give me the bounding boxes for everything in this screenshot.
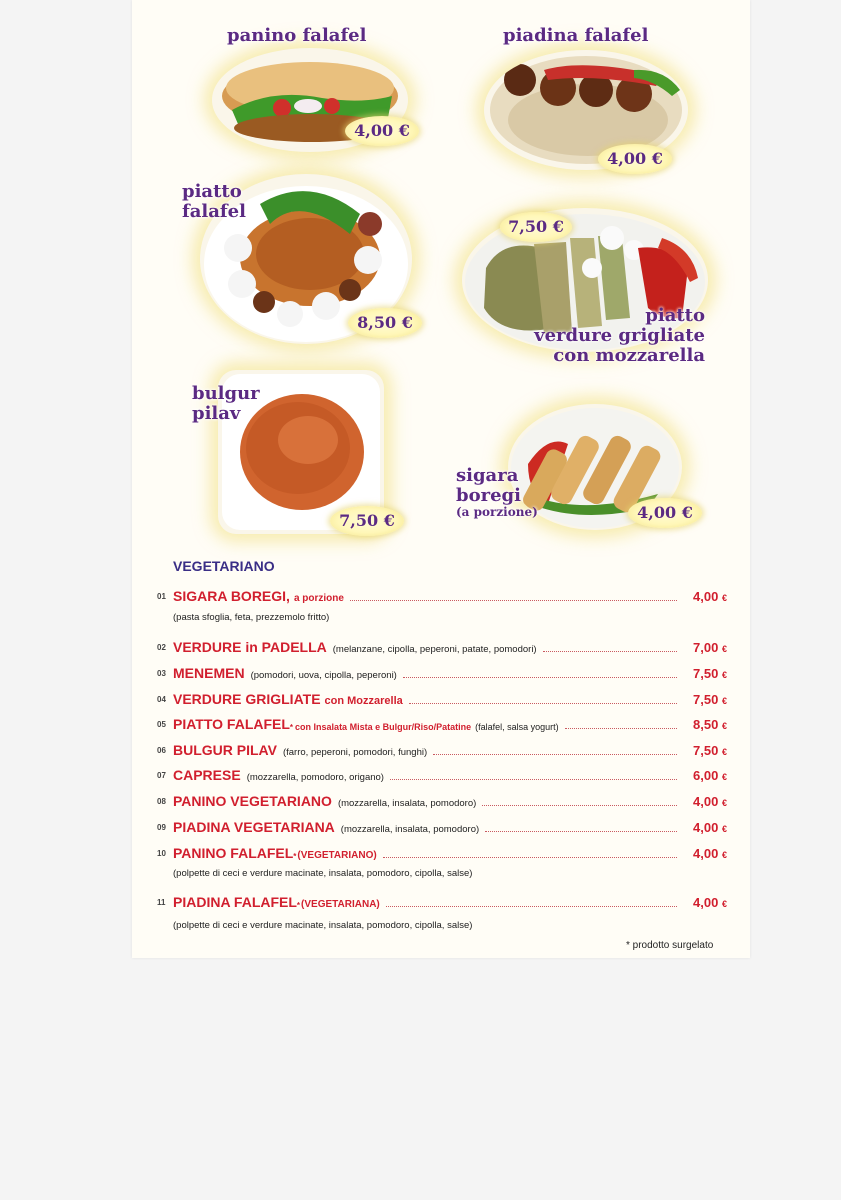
item-name: PIADINA FALAFEL bbox=[173, 894, 297, 910]
item-price: 7,00 € bbox=[693, 640, 727, 655]
item-extra: con Mozzarella bbox=[324, 695, 403, 707]
menu-item bbox=[157, 586, 727, 604]
dot-leader bbox=[485, 831, 677, 832]
menu-item bbox=[157, 817, 727, 835]
item-number: 02 bbox=[157, 643, 166, 652]
bulgur-pilav-title: bulgur pilav bbox=[192, 383, 260, 424]
item-number: 03 bbox=[157, 669, 166, 678]
dot-leader bbox=[543, 651, 677, 652]
item-number: 11 bbox=[157, 898, 166, 907]
item-detail: (pomodori, uova, cipolla, peperoni) bbox=[250, 670, 397, 681]
item-detail: (mozzarella, insalata, pomodoro) bbox=[337, 798, 477, 809]
dot-leader bbox=[383, 857, 677, 858]
verdure-grigliate-price: 7,50 € bbox=[500, 212, 572, 242]
item-name: VERDURE in PADELLA bbox=[173, 639, 327, 655]
menu-item bbox=[157, 740, 727, 758]
item-extra: (VEGETARIANA) bbox=[301, 899, 380, 910]
item-price: 4,00 € bbox=[693, 589, 727, 604]
menu-item bbox=[157, 892, 727, 910]
item-name: PIADINA VEGETARIANA bbox=[173, 819, 335, 835]
menu-item bbox=[157, 637, 727, 655]
item-detail: (mozzarella, pomodoro, origano) bbox=[246, 772, 384, 783]
dot-leader bbox=[565, 728, 677, 729]
item-price: 8,50 € bbox=[693, 717, 727, 732]
item-name: CAPRESE bbox=[173, 767, 241, 783]
item-name: BULGUR PILAV bbox=[173, 742, 277, 758]
item-price: 7,50 € bbox=[693, 692, 727, 707]
item-name: PIATTO FALAFEL bbox=[173, 716, 290, 732]
menu-item bbox=[157, 765, 727, 783]
menu-item bbox=[157, 663, 727, 681]
item-name: PANINO FALAFEL bbox=[173, 845, 294, 861]
dot-leader bbox=[409, 703, 677, 704]
item-extra: con Insalata Mista e Bulgur/Riso/Patatine bbox=[295, 722, 472, 732]
piatto-falafel-price: 8,50 € bbox=[348, 308, 422, 338]
sigara-boregi-price: 4,00 € bbox=[628, 498, 702, 528]
item-extra: a porzione bbox=[293, 593, 344, 604]
item-number: 09 bbox=[157, 823, 166, 832]
dot-leader bbox=[350, 600, 677, 601]
item-description: (polpette di ceci e verdure macinate, insalata, pomodoro, cipolla, salse) bbox=[173, 920, 473, 931]
sigara-boregi-title: sigara boregi (a porzione) bbox=[456, 465, 538, 519]
item-number: 10 bbox=[157, 849, 166, 858]
item-detail: (farro, peperoni, pomodori, funghi) bbox=[282, 747, 428, 758]
item-number: 04 bbox=[157, 695, 166, 704]
item-name: VERDURE GRIGLIATE bbox=[173, 691, 321, 707]
item-number: 08 bbox=[157, 797, 166, 806]
piatto-falafel-title: piatto falafel bbox=[182, 181, 246, 222]
item-price: 7,50 € bbox=[693, 743, 727, 758]
item-detail: (melanzane, cipolla, peperoni, patate, pomodori) bbox=[332, 644, 537, 655]
item-price: 4,00 € bbox=[693, 820, 727, 835]
item-number: 06 bbox=[157, 746, 166, 755]
item-price: 4,00 € bbox=[693, 895, 727, 910]
bulgur-pilav-price: 7,50 € bbox=[330, 506, 404, 536]
item-name: PANINO VEGETARIANO bbox=[173, 793, 332, 809]
menu-item bbox=[157, 843, 727, 861]
item-price: 6,00 € bbox=[693, 768, 727, 783]
item-name: SIGARA BOREGI, bbox=[173, 588, 290, 604]
piadina-falafel-price: 4,00 € bbox=[598, 144, 672, 174]
verdure-grigliate-title: piatto verdure grigliate con mozzarella bbox=[534, 305, 705, 366]
piadina-falafel-title: piadina falafel bbox=[503, 25, 649, 46]
frozen-marker: * bbox=[289, 723, 294, 732]
panino-falafel-title: panino falafel bbox=[227, 25, 367, 46]
dot-leader bbox=[390, 779, 677, 780]
item-price: 7,50 € bbox=[693, 666, 727, 681]
section-title: VEGETARIANO bbox=[173, 558, 275, 574]
frozen-marker: * bbox=[293, 852, 297, 861]
frozen-marker: * bbox=[296, 901, 301, 910]
item-price: 4,00 € bbox=[693, 794, 727, 809]
dot-leader bbox=[386, 906, 677, 907]
menu-item bbox=[157, 714, 727, 732]
item-description: (polpette di ceci e verdure macinate, insalata, pomodoro, cipolla, salse) bbox=[173, 868, 473, 879]
item-detail: (falafel, salsa yogurt) bbox=[475, 722, 559, 732]
menu-item bbox=[157, 689, 727, 707]
item-description: (pasta sfoglia, feta, prezzemolo fritto) bbox=[173, 612, 330, 623]
frozen-product-footnote: * prodotto surgelato bbox=[626, 940, 714, 951]
dot-leader bbox=[433, 754, 677, 755]
item-extra: (VEGETARIANO) bbox=[297, 850, 377, 861]
panino-falafel-price: 4,00 € bbox=[345, 116, 419, 146]
dot-leader bbox=[403, 677, 677, 678]
menu-item bbox=[157, 791, 727, 809]
item-number: 07 bbox=[157, 771, 166, 780]
item-number: 05 bbox=[157, 720, 166, 729]
item-name: MENEMEN bbox=[173, 665, 245, 681]
item-detail: (mozzarella, insalata, pomodoro) bbox=[340, 824, 480, 835]
dot-leader bbox=[482, 805, 677, 806]
item-price: 4,00 € bbox=[693, 846, 727, 861]
item-number: 01 bbox=[157, 592, 166, 601]
